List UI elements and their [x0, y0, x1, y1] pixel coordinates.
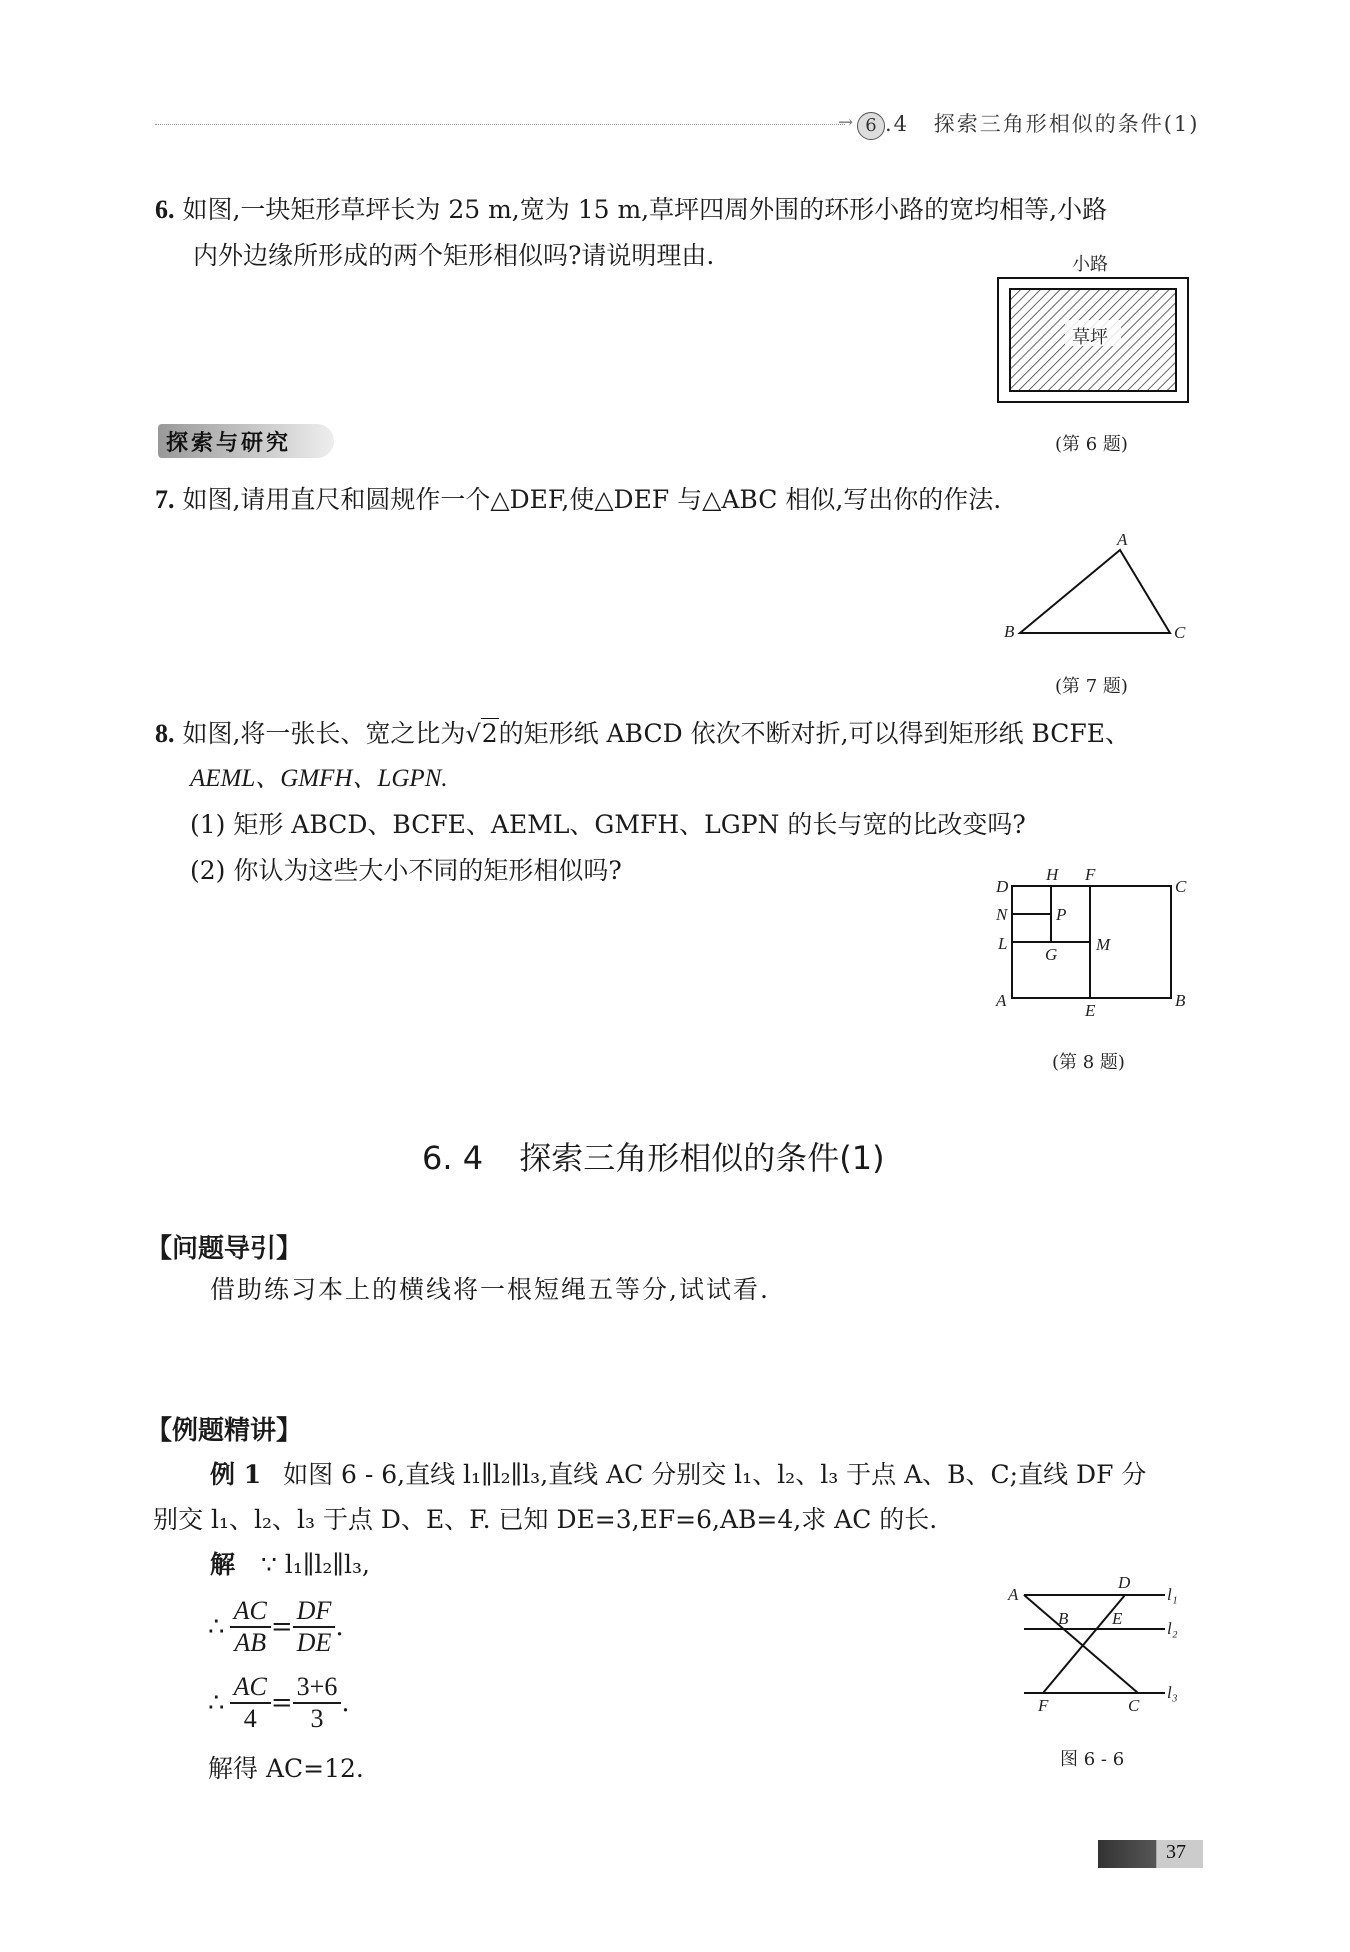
fig-label-a: A [1008, 1585, 1019, 1604]
example1-line1 [210, 1453, 1146, 1497]
q6-label-lawn: 草坪 [1072, 327, 1108, 348]
because-text: ∵ l₁∥l₂∥l₃, [260, 1550, 370, 1579]
q6-line2 [193, 234, 714, 278]
q8-label-b: B [1175, 991, 1186, 1010]
q8-line2: AEML、GMFH、LGPN. [190, 765, 448, 792]
examples-heading: 【例题精讲】 [146, 1416, 303, 1446]
therefore-2: ∴ [208, 1688, 225, 1718]
equation-1 [208, 1596, 344, 1658]
q7-triangle-svg [995, 530, 1195, 650]
q8-line1 [155, 712, 1130, 756]
section-title-text: 探索三角形相似的条件(1) [519, 1139, 885, 1177]
header-title: 探索三角形相似的条件(1) [933, 112, 1200, 136]
q7-number: 7. [155, 485, 175, 514]
sqrt-symbol: √ [465, 720, 481, 748]
q6-figure [995, 248, 1195, 408]
q8-text-1b: 的矩形纸 ABCD 依次不断对折,可以得到矩形纸 BCFE、 [498, 719, 1131, 748]
guide-text: 借助练习本上的横线将一根短绳五等分,试试看. [210, 1275, 770, 1304]
q8-label-f: F [1085, 865, 1096, 884]
fig-label-l2: l₂ [1167, 1619, 1178, 1638]
section-number: 6. 4 [422, 1139, 484, 1177]
section-title [422, 1133, 885, 1179]
q8-label-m: M [1096, 935, 1111, 954]
q8-sub1: (1) 矩形 ABCD、BCFE、AEML、GMFH、LGPN 的长与宽的比改变吗? [190, 810, 1026, 839]
fig-label-l1: l₁ [1167, 1585, 1178, 1604]
section-number-circle: 6 [857, 112, 885, 140]
q6-line1 [155, 188, 1107, 232]
therefore-1: ∴ [208, 1612, 225, 1642]
q7-label-b: B [1004, 622, 1015, 641]
equals-1: = [270, 1612, 293, 1642]
fig-label-l3: l₃ [1167, 1683, 1178, 1702]
fig-label-e: E [1112, 1609, 1123, 1628]
header-arrow-icon: → [838, 112, 854, 133]
page-number-tab [1098, 1840, 1203, 1868]
example1-text-1: 如图 6 - 6,直线 l₁∥l₂∥l₃,直线 AC 分别交 l₁、l₂、l₃ 于点 A、B、C;直线 DF 分 [283, 1460, 1147, 1489]
example1-line2: 别交 l₁、l₂、l₃ 于点 D、E、F. 已知 DE=3,EF=6,AB=4,求 AC 的长. [153, 1505, 938, 1534]
fig-6-6-svg [1000, 1568, 1200, 1718]
fig-label-f: F [1038, 1696, 1049, 1715]
solution-result: 解得 AC=12. [208, 1754, 364, 1783]
explore-banner-text: 探索与研究 [166, 430, 292, 456]
page-number: 37 [1166, 1841, 1186, 1863]
fig-6-6-caption: 图 6 - 6 [1060, 1749, 1125, 1770]
q6-caption: (第 6 题) [1055, 434, 1128, 455]
q8-label-h: H [1046, 865, 1059, 884]
guide-heading: 【问题导引】 [146, 1234, 303, 1264]
q8-label-a: A [996, 991, 1007, 1010]
header-rule [155, 124, 845, 125]
q7-caption: (第 7 题) [1055, 676, 1128, 697]
explore-banner [158, 424, 334, 458]
q8-sub2: (2) 你认为这些大小不同的矩形相似吗? [190, 856, 622, 885]
example1-label: 例 1 [210, 1460, 262, 1489]
fig-label-d: D [1118, 1573, 1131, 1592]
period-2: . [341, 1688, 350, 1718]
period-1: . [335, 1612, 344, 1642]
q7-text: 如图,请用直尺和圆规作一个△DEF,使△DEF 与△ABC 相似,写出你的作法. [182, 485, 1002, 514]
q8-label-d: D [996, 877, 1009, 896]
equals-2: = [270, 1688, 293, 1718]
q6-label-path: 小路 [1072, 254, 1108, 275]
q7-triangle [1020, 550, 1170, 633]
fraction-3plus6-3: $\frac{3+6}{3}$ [293, 1672, 342, 1734]
solution-line1 [210, 1543, 370, 1587]
q8-number: 8. [155, 719, 175, 748]
q8-label-c: C [1175, 877, 1187, 896]
q8-text-1a: 如图,将一张长、宽之比为 [182, 719, 466, 748]
q6-text-1: 如图,一块矩形草坪长为 25 m,宽为 15 m,草坪四周外围的环形小路的宽均相等,小路 [182, 195, 1108, 224]
q7-label-c: C [1174, 623, 1186, 642]
q6-number: 6. [155, 195, 175, 224]
q8-caption: (第 8 题) [1052, 1052, 1125, 1073]
fraction-ac-4: $\frac{AC}{4}$ [230, 1672, 271, 1734]
q8-sqrt-value: 2 [481, 719, 498, 748]
q6-text-2: 内外边缘所形成的两个矩形相似吗?请说明理由. [193, 241, 715, 270]
q8-label-e: E [1085, 1001, 1096, 1020]
q8-rectangles-svg [990, 860, 1200, 1020]
fig-label-b: B [1058, 1609, 1069, 1628]
fig-label-c: C [1128, 1696, 1140, 1715]
q8-label-p: P [1056, 905, 1067, 924]
running-header [857, 108, 1199, 140]
q8-label-n: N [996, 905, 1008, 924]
equation-2 [208, 1672, 350, 1734]
q8-label-g: G [1045, 945, 1058, 964]
q7-label-a: A [1117, 530, 1128, 549]
fraction-df-de: $\frac{DF}{DE}$ [293, 1596, 336, 1658]
q7-line [155, 478, 1001, 522]
solution-label: 解 [210, 1550, 236, 1579]
section-suffix: .4 [885, 112, 910, 136]
q8-label-l: L [998, 934, 1008, 953]
fraction-ac-ab: $\frac{AC}{AB}$ [230, 1596, 271, 1658]
